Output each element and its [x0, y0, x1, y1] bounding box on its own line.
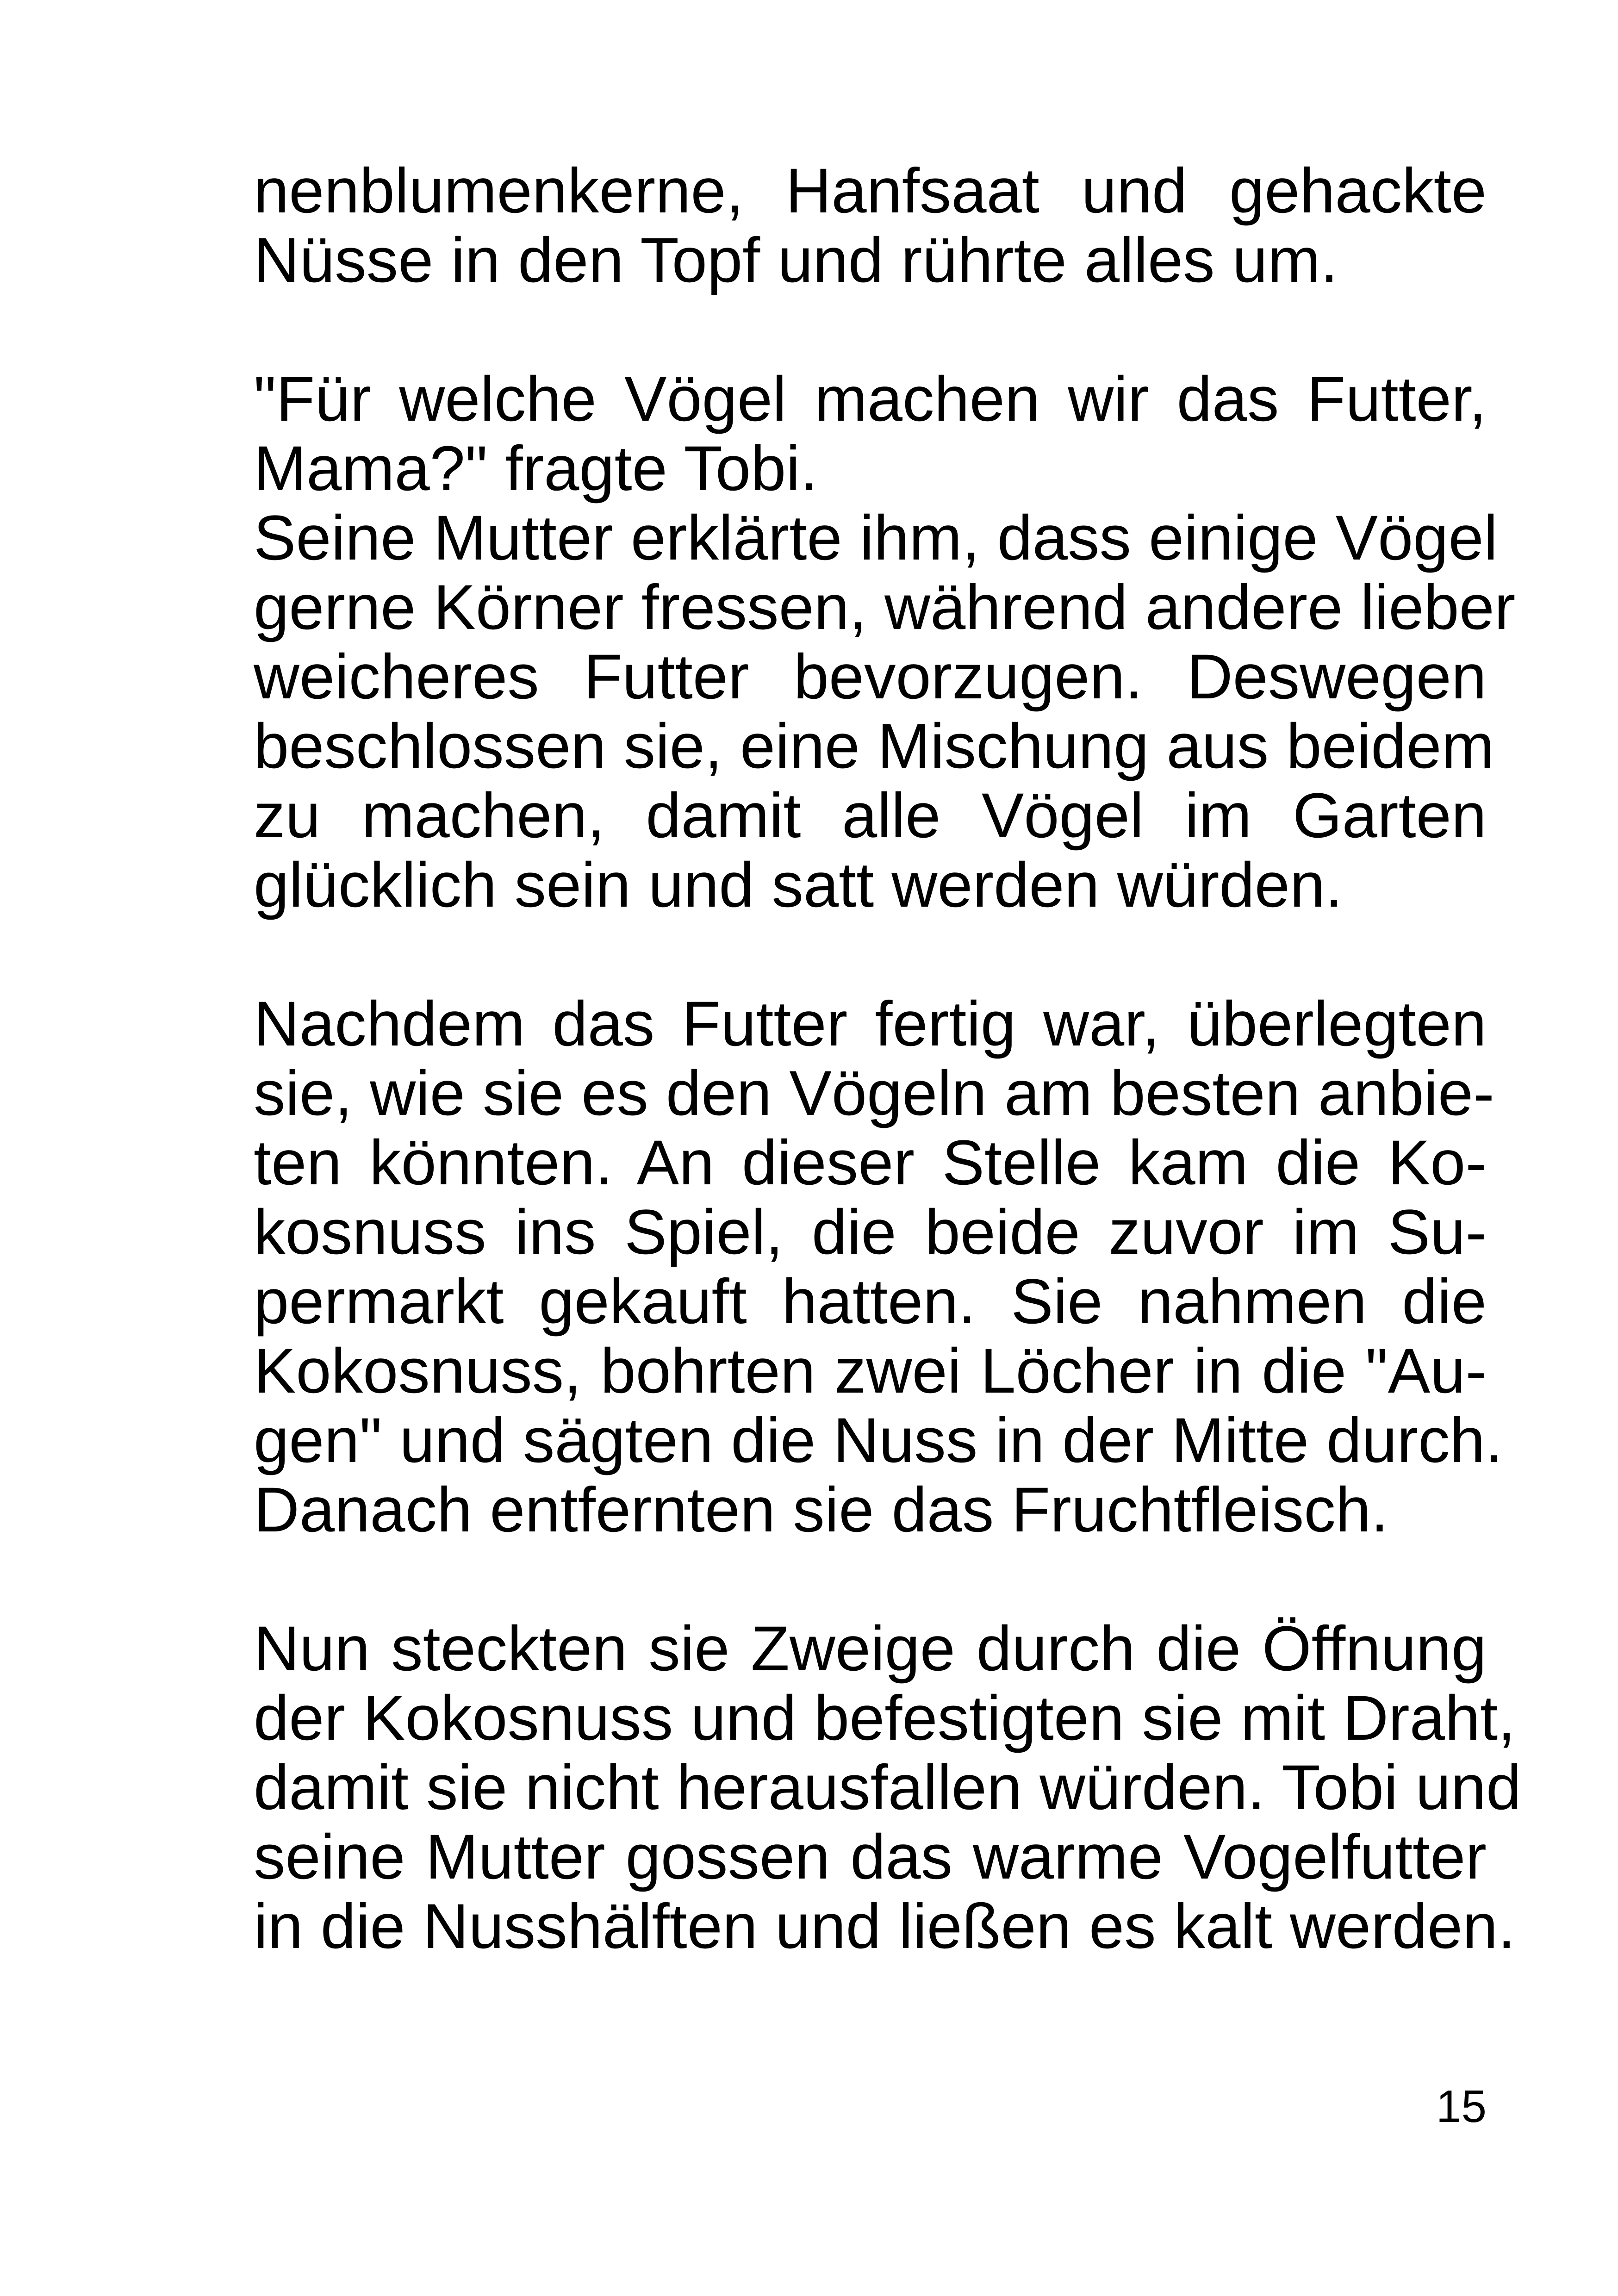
text-line: kosnuss ins Spiel, die beide zuvor im Su- — [254, 1197, 1487, 1268]
paragraph-gap — [254, 1545, 1487, 1614]
text-line: in die Nusshälften und ließen es kalt werden. — [254, 1891, 1516, 1962]
text-line: seine Mutter gossen das warme Vogelfutter — [254, 1822, 1487, 1892]
text-line: Kokosnuss, bohrten zwei Löcher in die "Au- — [254, 1336, 1487, 1406]
text-line: Nachdem das Futter fertig war, überlegten — [254, 989, 1487, 1059]
text-line: ten könnten. An dieser Stelle kam die Ko- — [254, 1127, 1487, 1198]
text-line: der Kokosnuss und befestigten sie mit Draht, — [254, 1683, 1516, 1754]
paragraph-gap — [254, 920, 1487, 989]
text-line: damit sie nicht herausfallen würden. Tobi und — [254, 1752, 1522, 1823]
paragraph — [254, 156, 1487, 295]
body-text — [254, 156, 1522, 1962]
text-line: zu machen, damit alle Vögel im Garten — [254, 780, 1487, 851]
text-line: Seine Mutter erklärte ihm, dass einige Vögel — [254, 503, 1498, 573]
paragraph — [254, 364, 1516, 921]
text-line: nenblumenkerne, Hanfsaat und gehackte — [254, 156, 1487, 226]
text-line: beschlossen sie, eine Mischung aus beidem — [254, 711, 1494, 782]
text-line: gerne Körner fressen, während andere lieber — [254, 572, 1516, 643]
text-line: Mama?" fragte Tobi. — [254, 433, 818, 504]
page-number: 15 — [1436, 2081, 1487, 2132]
paragraph — [254, 1613, 1522, 1962]
text-line: glücklich sein und satt werden würden. — [254, 850, 1343, 921]
text-line: sie, wie sie es den Vögeln am besten anbie- — [254, 1058, 1494, 1129]
text-line: "Für welche Vögel machen wir das Futter, — [254, 364, 1487, 435]
text-line: permarkt gekauft hatten. Sie nahmen die — [254, 1266, 1487, 1337]
text-line: Nun steckten sie Zweige durch die Öffnung — [254, 1613, 1487, 1684]
text-line: Nüsse in den Topf und rührte alles um. — [254, 225, 1338, 296]
paragraph — [254, 989, 1503, 1545]
paragraph-gap — [254, 295, 1487, 365]
text-line: Danach entfernten sie das Fruchtfleisch. — [254, 1475, 1389, 1545]
text-line: gen" und sägten die Nuss in der Mitte durch. — [254, 1405, 1503, 1476]
text-line: weicheres Futter bevorzugen. Deswegen — [254, 641, 1487, 712]
